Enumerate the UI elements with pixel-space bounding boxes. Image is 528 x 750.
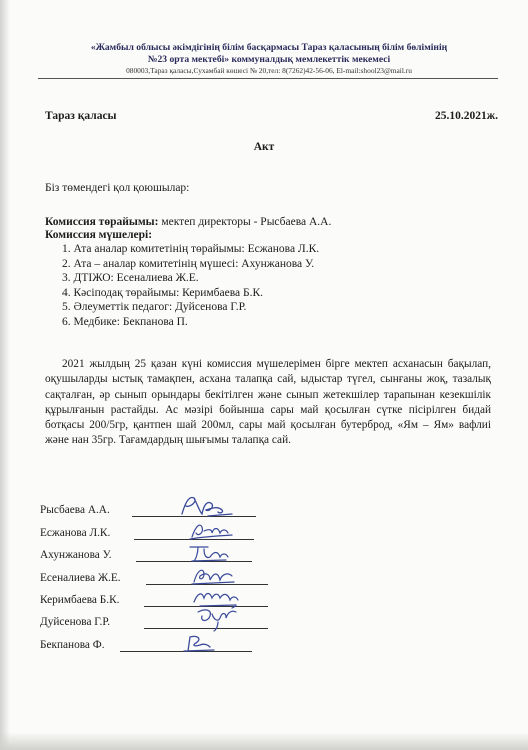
signature-name: Бекпанова Ф. [40, 639, 105, 651]
intro-line: Біз төмендегі қол қоюшылар: [45, 182, 190, 194]
chair-label: Комиссия төрайымы: [45, 216, 159, 228]
signature-name: Рысбаева А.А. [40, 504, 110, 516]
member-item-2: 2. Ата – аналар комитетінің мүшесі: Ахунжанова У. [62, 258, 315, 270]
signature-row-7 [40, 635, 240, 653]
signature-name: Есеналиева Ж.Е. [40, 572, 121, 584]
chair-text: мектеп директоры - Рысбаева А.А. [158, 216, 332, 228]
document-title: Акт [253, 141, 275, 153]
members-label: Комиссия мүшелері: [45, 229, 153, 241]
member-item-1: 1. Ата аналар комитетінің төрайымы: Есжанова Л.К. [62, 243, 320, 255]
signature-row-3 [40, 545, 240, 563]
commission-chair [45, 215, 331, 229]
handwritten-signature [180, 631, 220, 655]
member-item-3: 3. ДТІЖО: Есеналиева Ж.Е. [62, 272, 199, 284]
signature-name: Есжанова Л.К. [40, 527, 111, 539]
scan-shadow-bottom [0, 732, 528, 750]
document-date: 25.10.2021ж. [435, 110, 498, 122]
handwritten-signature [178, 494, 236, 520]
signature-name: Ахунжанова У. [40, 549, 112, 561]
handwritten-signature [186, 519, 236, 543]
header-divider [38, 78, 498, 79]
member-item-5: 5. Әлеуметтік педагог: Дуйсенова Г.Р. [62, 301, 247, 313]
signature-row-6 [40, 612, 240, 630]
signature-name: Керимбаева Б.К. [40, 594, 120, 606]
signature-row-2 [40, 523, 240, 541]
header-line-1: «Жамбыл облысы әкімдігінің білім басқармасы Тараз қаласының білім бөлімінің [90, 42, 448, 53]
header-address: 080003,Тараз қаласы,Сухамбай көшесі № 20,тел: 8(7262)42-56-06, Еl-mail:shool23@mail.ru [126, 66, 412, 75]
member-item-6: 6. Медбике: Бекпанова П. [62, 316, 188, 328]
signature-name: Дуйсенова Г.Р. [40, 616, 111, 628]
member-item-4: 4. Кәсіподақ төрайымы: Керимбаева Б.К. [62, 287, 264, 299]
handwritten-signature [192, 604, 242, 632]
act-paragraph: 2021 жылдың 25 қазан күні комиссия мүшелерімен бірге мектеп асханасын бақылап, оқушыларды ыстық тамақпен, асхана талапқа сай, ыдыстар түгел, сынғаны жоқ, тазалық сақталған, әр сынып орындары бекітілген және сынып жетекшілер тарапынан кезекшілік құрылғанын растайды. Ас мәзірі бойынша сары май қосылған сүтке пісірілген бидай ботқасы 200/5гр, қантпен шай 200мл, сары май қосылған бутерброд, «Ям – Ям» вафлиі және нан 35гр. Тағамдардың шығымы талапқа сай. [45, 358, 491, 447]
signature-row-4 [40, 568, 240, 586]
handwritten-signature [186, 541, 232, 565]
scan-shadow-left [0, 0, 10, 750]
header-line-2: №23 орта мектебі» коммуналдық мемлекеттік мекемесі [147, 54, 391, 65]
signature-row-1 [40, 500, 240, 518]
handwritten-signature [188, 564, 238, 588]
city-label: Тараз қаласы [45, 110, 117, 122]
